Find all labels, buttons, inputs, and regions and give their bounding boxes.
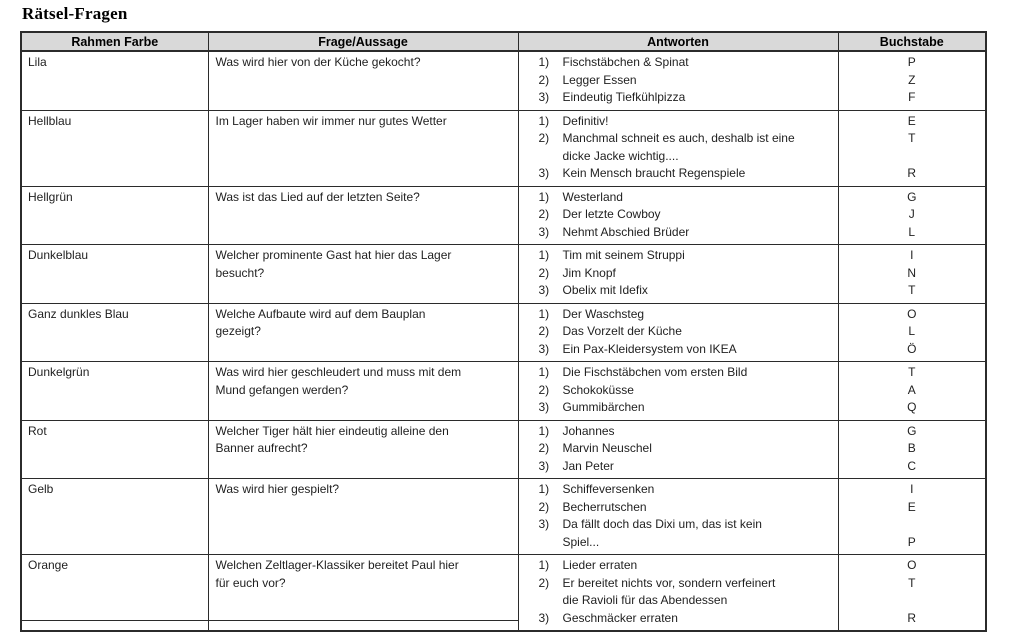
answer-number: 3)	[538, 610, 550, 625]
answer-line	[539, 113, 834, 131]
table-row	[21, 479, 986, 555]
frame-color-value: Orange	[28, 558, 69, 572]
frame-color-cell	[21, 245, 208, 304]
question-line: Banner aufrecht?	[215, 441, 308, 455]
answer-line	[539, 592, 834, 610]
letter-value: P	[907, 534, 916, 549]
answer-text: Die Fischstäbchen vom ersten Bild	[562, 365, 748, 379]
letter-value: P	[907, 55, 916, 69]
answer-text: Jim Knopf	[562, 265, 616, 280]
answer-text: Schiffeversenken	[562, 482, 655, 496]
question-cell	[208, 303, 518, 362]
answer-number: 3)	[538, 166, 550, 180]
answer-text: Legger Essen	[562, 72, 637, 87]
letter-cell	[838, 186, 986, 245]
answer-text: Nehmt Abschied Brüder	[562, 224, 690, 239]
question-line: Im Lager haben wir immer nur gutes Wetter	[215, 113, 447, 128]
answer-text: Manchmal schneit es auch, deshalb ist eine	[562, 131, 795, 145]
answer-number: 2)	[538, 441, 550, 455]
answer-text: Eindeutig Tiefkühlpizza	[562, 90, 686, 104]
letter-cell	[838, 245, 986, 304]
empty-cell	[208, 621, 518, 632]
question-line: gezeigt?	[215, 324, 261, 338]
question-line: Mund gefangen werden?	[215, 382, 349, 397]
answer-line	[539, 458, 834, 476]
answer-text: Tim mit seinem Struppi	[562, 248, 685, 262]
letter-value: T	[908, 575, 916, 590]
answer-line	[539, 364, 834, 382]
answers-cell	[518, 51, 838, 110]
header-buchstabe: Buchstabe	[838, 32, 986, 51]
riddle-table	[20, 31, 987, 632]
answer-text: Da fällt doch das Dixi um, das ist kein	[562, 517, 762, 531]
question-cell	[208, 420, 518, 479]
answer-text: Geschmäcker erraten	[562, 610, 678, 625]
frame-color-value: Gelb	[28, 482, 54, 496]
frame-color-cell	[21, 303, 208, 362]
answer-text: dicke Jacke wichtig....	[562, 148, 679, 163]
header-rahmen-farbe: Rahmen Farbe	[21, 32, 208, 51]
answer-number: 1)	[538, 113, 550, 128]
letter-cell	[838, 420, 986, 479]
question-line: Welchen Zeltlager-Klassiker bereitet Paul hier	[215, 558, 459, 572]
question-line: Was wird hier geschleudert und muss mit dem	[215, 365, 462, 379]
table-row	[21, 51, 986, 110]
letter-value: Ö	[907, 341, 917, 356]
letter-value	[841, 148, 984, 166]
letter-value: R	[907, 166, 917, 180]
answer-number: 3)	[538, 283, 550, 297]
answer-number: 1)	[538, 306, 550, 321]
answer-text: Definitiv!	[562, 113, 609, 128]
letter-value: Q	[907, 400, 917, 414]
letter-value: B	[907, 441, 916, 455]
answer-line	[539, 516, 834, 534]
answer-line	[539, 189, 834, 207]
answer-text: Fischstäbchen & Spinat	[562, 55, 689, 69]
letter-value: F	[908, 90, 916, 104]
letter-value: E	[907, 113, 916, 128]
letter-cell	[838, 362, 986, 421]
header-antworten: Antworten	[518, 32, 838, 51]
frame-color-value: Lila	[28, 55, 47, 69]
letter-value: G	[907, 423, 917, 438]
answer-line	[539, 54, 834, 72]
table-row	[21, 186, 986, 245]
letter-value: O	[907, 558, 917, 572]
letter-value: N	[907, 265, 917, 280]
answer-number: 3)	[538, 224, 550, 239]
answer-number: 2)	[538, 265, 550, 280]
answer-text: Er bereitet nichts vor, sondern verfeinert	[562, 575, 776, 590]
answer-line	[539, 440, 834, 458]
page-title: Rätsel-Fragen	[22, 4, 128, 23]
answer-line	[539, 89, 834, 107]
answers-cell	[518, 245, 838, 304]
letter-value: A	[907, 382, 916, 397]
answer-text: Marvin Neuschel	[562, 441, 652, 455]
answer-text: die Ravioli für das Abendessen	[562, 593, 728, 607]
letter-value: C	[907, 458, 917, 473]
letter-value: L	[908, 324, 916, 338]
answer-line	[539, 306, 834, 324]
letter-value	[841, 516, 984, 534]
question-cell	[208, 51, 518, 110]
question-cell	[208, 479, 518, 555]
answer-number: 1)	[538, 55, 550, 69]
letter-cell	[838, 110, 986, 186]
answer-text: Kein Mensch braucht Regenspiele	[562, 166, 746, 180]
answer-number: 3)	[538, 90, 550, 104]
answer-text: Westerland	[562, 189, 623, 204]
answer-line	[539, 247, 834, 265]
answer-text: Gummibärchen	[562, 400, 645, 414]
answer-number: 2)	[538, 382, 550, 397]
answer-line	[539, 148, 834, 166]
answer-text: Das Vorzelt der Küche	[562, 324, 682, 338]
riddle-table-body	[21, 51, 986, 631]
letter-value: L	[908, 224, 916, 239]
question-cell	[208, 186, 518, 245]
frame-color-cell	[21, 51, 208, 110]
answer-number: 2)	[538, 207, 550, 221]
frame-color-value: Rot	[28, 423, 47, 438]
answers-cell	[518, 303, 838, 362]
letter-value: T	[908, 365, 916, 379]
answer-text: Der letzte Cowboy	[562, 207, 661, 221]
answer-number: 2)	[538, 131, 550, 145]
table-row	[21, 555, 986, 621]
frame-color-cell	[21, 186, 208, 245]
question-cell	[208, 110, 518, 186]
answer-line	[539, 557, 834, 575]
frame-color-value: Hellgrün	[28, 189, 73, 204]
answer-line	[539, 165, 834, 183]
answer-line	[539, 534, 834, 552]
question-line: Was ist das Lied auf der letzten Seite?	[215, 189, 420, 204]
letter-value: I	[910, 248, 914, 262]
answer-line	[539, 323, 834, 341]
frame-color-cell	[21, 362, 208, 421]
answer-number: 1)	[538, 482, 550, 496]
answer-line	[539, 423, 834, 441]
answer-line	[539, 341, 834, 359]
question-line: Was wird hier gespielt?	[215, 482, 340, 496]
letter-value: G	[907, 189, 917, 204]
answers-cell	[518, 110, 838, 186]
answer-text: Lieder erraten	[562, 558, 638, 572]
answer-line	[539, 206, 834, 224]
answer-text: Johannes	[562, 423, 615, 438]
question-cell	[208, 362, 518, 421]
answer-number: 1)	[538, 423, 550, 438]
letter-value	[841, 592, 984, 610]
table-row	[21, 362, 986, 421]
question-line: für euch vor?	[215, 575, 286, 590]
answer-line	[539, 575, 834, 593]
answer-line	[539, 399, 834, 417]
answer-line	[539, 610, 834, 628]
answer-number: 1)	[538, 189, 550, 204]
frame-color-cell	[21, 479, 208, 555]
letter-value: Z	[908, 72, 916, 87]
frame-color-value: Hellblau	[28, 113, 72, 128]
empty-cell	[21, 621, 208, 632]
letter-value: I	[910, 482, 914, 496]
answers-cell	[518, 420, 838, 479]
answer-line	[539, 282, 834, 300]
header-row	[21, 32, 986, 51]
letter-value: T	[908, 131, 916, 145]
answer-line	[539, 72, 834, 90]
answer-number: 3)	[538, 400, 550, 414]
answer-number: 3)	[538, 341, 550, 356]
answer-number: 2)	[538, 72, 550, 87]
question-cell	[208, 555, 518, 621]
answers-cell	[518, 479, 838, 555]
frame-color-cell	[21, 555, 208, 621]
answer-line	[539, 481, 834, 499]
answer-line	[539, 382, 834, 400]
frame-color-value: Ganz dunkles Blau	[28, 306, 129, 321]
answer-number: 2)	[538, 575, 550, 590]
table-row	[21, 110, 986, 186]
answer-text: Obelix mit Idefix	[562, 283, 648, 297]
answer-text: Jan Peter	[562, 458, 614, 473]
letter-cell	[838, 479, 986, 555]
question-line: besucht?	[215, 265, 265, 280]
letter-value: J	[908, 207, 915, 221]
answers-cell	[518, 555, 838, 632]
table-row	[21, 245, 986, 304]
letter-value: E	[907, 499, 916, 514]
answer-line	[539, 499, 834, 517]
answer-number	[539, 148, 554, 166]
answer-text: Spiel...	[562, 534, 600, 549]
answer-line	[539, 130, 834, 148]
letter-cell	[838, 303, 986, 362]
letter-cell	[838, 555, 986, 632]
answers-cell	[518, 362, 838, 421]
letter-value: T	[908, 283, 916, 297]
answer-text: Der Waschsteg	[562, 306, 645, 321]
answer-number: 1)	[538, 248, 550, 262]
question-line: Was wird hier von der Küche gekocht?	[215, 55, 421, 69]
header-frage-aussage: Frage/Aussage	[208, 32, 518, 51]
frame-color-cell	[21, 420, 208, 479]
answer-number	[539, 592, 554, 610]
frame-color-value: Dunkelblau	[28, 248, 89, 262]
question-cell	[208, 245, 518, 304]
answer-number: 3)	[538, 517, 550, 531]
letter-value: R	[907, 610, 917, 625]
question-line: Welcher prominente Gast hat hier das Lager	[215, 248, 452, 262]
table-row	[21, 303, 986, 362]
frame-color-value: Dunkelgrün	[28, 365, 90, 379]
answer-line	[539, 265, 834, 283]
answer-text: Schokoküsse	[562, 382, 634, 397]
answer-number: 2)	[538, 499, 550, 514]
frame-color-cell	[21, 110, 208, 186]
letter-value: O	[907, 306, 917, 321]
letter-cell	[838, 51, 986, 110]
table-row	[21, 420, 986, 479]
answer-number: 3)	[538, 458, 550, 473]
answer-number: 1)	[538, 365, 550, 379]
answer-number	[539, 534, 554, 552]
answer-text: Becherrutschen	[562, 499, 647, 514]
answer-number: 1)	[538, 558, 550, 572]
answers-cell	[518, 186, 838, 245]
question-line: Welche Aufbaute wird auf dem Bauplan	[215, 306, 426, 321]
answer-line	[539, 224, 834, 242]
question-line: Welcher Tiger hält hier eindeutig alleine den	[215, 423, 449, 438]
answer-text: Ein Pax-Kleidersystem von IKEA	[562, 341, 737, 356]
answer-number: 2)	[538, 324, 550, 338]
